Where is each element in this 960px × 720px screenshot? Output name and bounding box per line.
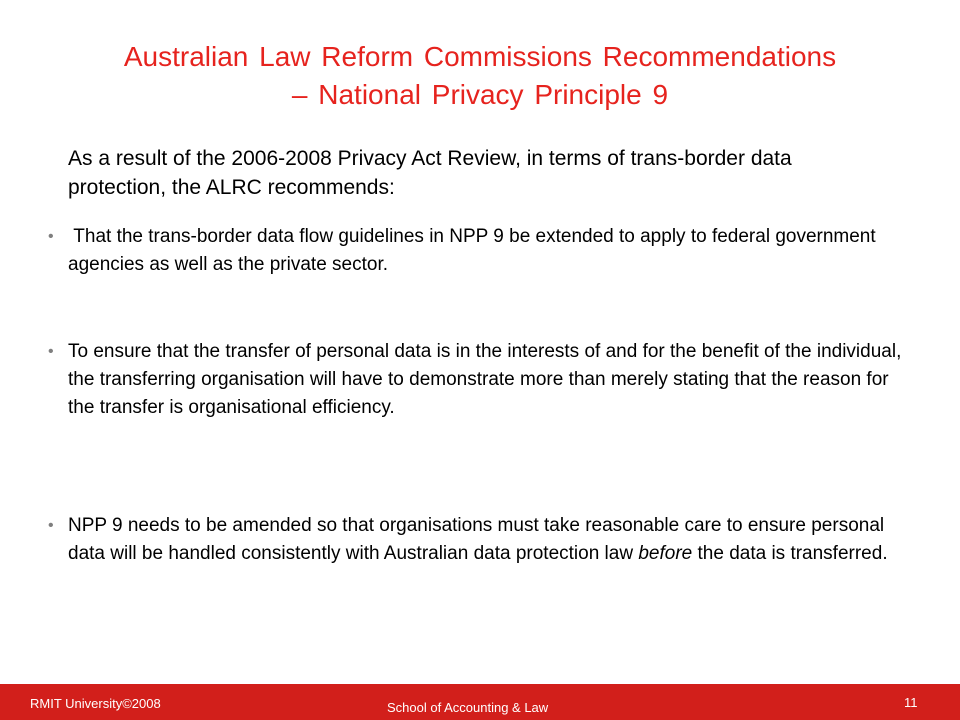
bullet-text: To ensure that the transfer of personal data is in the interests of and for the benefit of the individual, the transferring organisation will have to demonstrate more than merely stating that the reason for the transfer is organisational efficiency. — [68, 341, 902, 418]
page-number: 11 — [904, 695, 918, 710]
bullet-text: That the trans-border data flow guidelines in NPP 9 be extended to apply to federal government agencies as well as the private sector. — [68, 226, 881, 275]
bullet-item — [48, 223, 904, 279]
footer-bar — [0, 684, 960, 720]
bullet-item — [48, 338, 904, 422]
intro-paragraph: As a result of the 2006-2008 Privacy Act Review, in terms of trans-border data protection, the ALRC recommends: — [68, 147, 792, 199]
bullet-dot-icon: • — [48, 517, 54, 534]
footer-school-name: School of Accounting & Law — [387, 700, 549, 715]
bullet-dot-icon: • — [48, 343, 54, 360]
bullet-text-start: NPP 9 needs to be amended so that organisations must take reasonable care to ensure personal data will be handled consistently with Australian data protection law — [68, 515, 890, 564]
footer-copyright: RMIT University©2008 — [30, 696, 161, 711]
bullet-text-end: the data is transferred. — [692, 543, 888, 564]
bullet-item — [48, 512, 904, 568]
bullet-text-emphasis: before — [638, 543, 693, 564]
slide-title-line-1: Australian Law Reform Commissions Recommendations — [123, 41, 837, 72]
bullet-text — [68, 512, 904, 568]
slide-title — [40, 38, 920, 114]
bullet-dot-icon: • — [48, 228, 54, 245]
slide-title-line-2: – National Privacy Principle 9 — [291, 79, 669, 110]
